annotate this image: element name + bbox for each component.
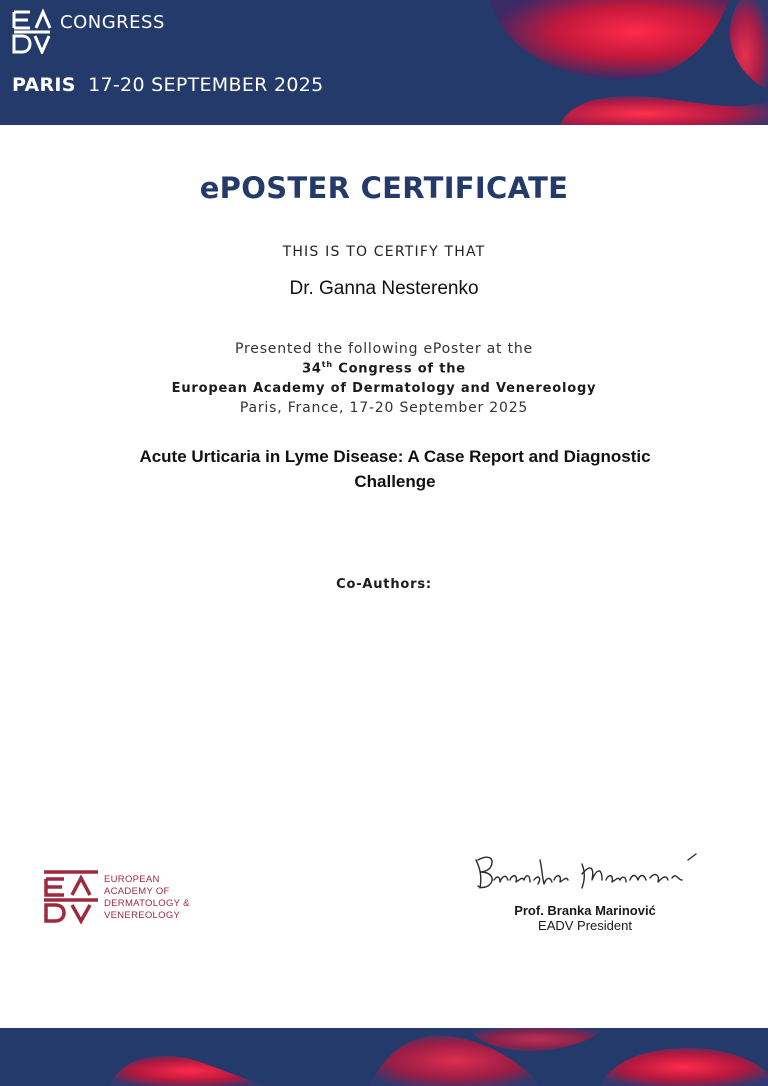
eadv-logo-icon <box>12 8 54 54</box>
footer-banner <box>0 1028 768 1086</box>
header-banner <box>0 0 768 125</box>
logo-text-line-4: VENEREOLOGY <box>104 910 181 921</box>
certificate-title: ePOSTER CERTIFICATE <box>199 171 569 205</box>
congress-number: 34 <box>302 361 322 377</box>
congress-rest: Congress of the <box>332 361 466 377</box>
eadv-footer-logo-text <box>104 874 190 922</box>
congress-ordinal-suffix: th <box>321 360 333 369</box>
recipient-name: Dr. Ganna Nesterenko <box>289 278 479 299</box>
certify-line: THIS IS TO CERTIFY THAT <box>282 244 486 260</box>
presented-line: Presented the following ePoster at the <box>235 341 533 357</box>
signatory-name: Prof. Branka Marinović <box>514 903 656 918</box>
logo-text-line-2: ACADEMY OF <box>104 886 170 897</box>
academy-name: European Academy of Dermatology and Venereology <box>171 381 597 396</box>
venue-line: Paris, France, 17-20 September 2025 <box>239 400 529 416</box>
logo-text-line-3: DERMATOLOGY & <box>104 898 190 909</box>
dates-label: 17-20 SEPTEMBER 2025 <box>88 74 324 96</box>
city-and-dates <box>12 74 324 96</box>
coauthors-label: Co-Authors: <box>336 577 432 592</box>
footer-decorative-art <box>0 1028 768 1086</box>
poster-title: Acute Urticaria in Lyme Disease: A Case Report and Diagnostic Challenge <box>139 447 651 491</box>
handwritten-signature <box>466 850 722 896</box>
congress-label: CONGRESS <box>60 12 165 33</box>
city-label: PARIS <box>12 74 76 96</box>
eadv-footer-logo-icon <box>42 869 100 925</box>
signatory-role: EADV President <box>538 918 632 933</box>
congress-edition-line <box>0 360 768 376</box>
logo-text-line-1: EUROPEAN <box>104 874 160 885</box>
